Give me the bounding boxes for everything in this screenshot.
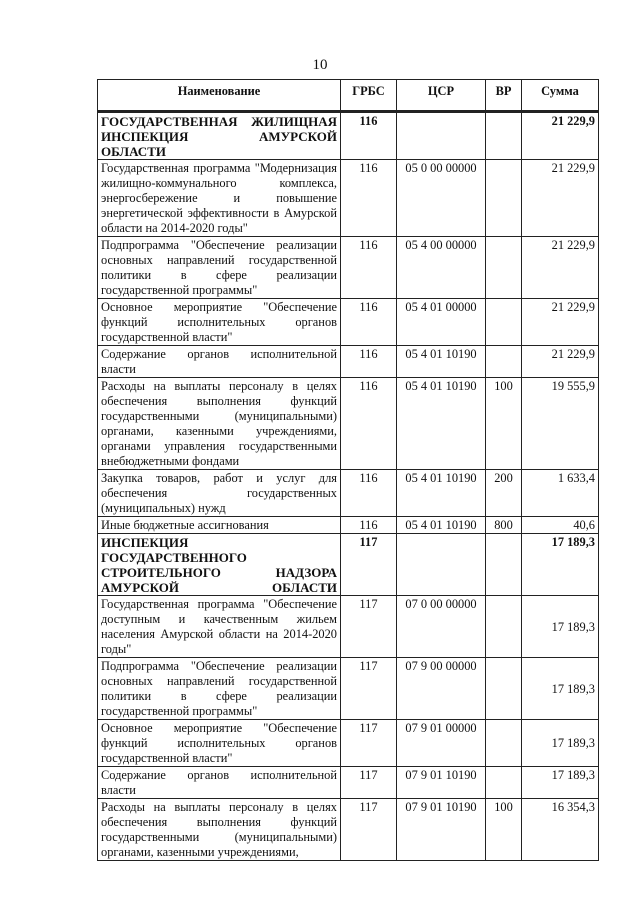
cell-csr — [397, 112, 486, 160]
cell-csr: 07 0 00 00000 — [397, 596, 486, 658]
cell-name: Подпрограмма "Обеспечение реализации основных направлений государственной политики в сфере реализации государственной программы" — [98, 237, 341, 299]
cell-name: Содержание органов исполнительной власти — [98, 346, 341, 378]
cell-vr — [486, 160, 522, 237]
cell-sum: 17 189,3 — [522, 534, 599, 596]
cell-grbs: 116 — [341, 378, 397, 470]
cell-csr: 05 4 01 10190 — [397, 346, 486, 378]
cell-vr: 800 — [486, 517, 522, 534]
cell-name: Подпрограмма "Обеспечение реализации основных направлений государственной политики в сфере реализации государственной программы" — [98, 658, 341, 720]
cell-grbs: 116 — [341, 237, 397, 299]
cell-vr — [486, 534, 522, 596]
cell-sum: 16 354,3 — [522, 799, 599, 861]
cell-csr: 07 9 00 00000 — [397, 658, 486, 720]
header-csr: ЦСР — [397, 80, 486, 112]
table-row — [98, 470, 599, 517]
cell-sum: 21 229,9 — [522, 237, 599, 299]
cell-grbs: 116 — [341, 517, 397, 534]
table-body — [98, 112, 599, 861]
cell-name: Основное мероприятие "Обеспечение функций исполнительных органов государственной власти" — [98, 720, 341, 767]
cell-grbs: 116 — [341, 346, 397, 378]
table-row — [98, 299, 599, 346]
cell-vr — [486, 112, 522, 160]
cell-name: Закупка товаров, работ и услуг для обеспечения государственных (муниципальных) нужд — [98, 470, 341, 517]
cell-name: ГОСУДАРСТВЕННАЯ ЖИЛИЩНАЯ ИНСПЕКЦИЯ АМУРСКОЙ ОБЛАСТИ — [98, 112, 341, 160]
cell-grbs: 117 — [341, 534, 397, 596]
cell-vr — [486, 658, 522, 720]
cell-name: Иные бюджетные ассигнования — [98, 517, 341, 534]
organization-row — [98, 534, 599, 596]
table-row — [98, 346, 599, 378]
cell-grbs: 116 — [341, 160, 397, 237]
cell-sum: 21 229,9 — [522, 299, 599, 346]
cell-grbs: 117 — [341, 596, 397, 658]
cell-name: Расходы на выплаты персоналу в целях обеспечения выполнения функций государственными (муниципальными) органами, казенными учреждениями, органами управления государственными внебюджетными фондами — [98, 378, 341, 470]
cell-csr: 07 9 01 10190 — [397, 767, 486, 799]
cell-name: Расходы на выплаты персоналу в целях обеспечения выполнения функций государственными (муниципальными) органами, казенными учреждениями, — [98, 799, 341, 861]
cell-csr: 07 9 01 00000 — [397, 720, 486, 767]
budget-table — [97, 79, 599, 861]
cell-name: Содержание органов исполнительной власти — [98, 767, 341, 799]
table-row — [98, 799, 599, 861]
cell-grbs: 117 — [341, 658, 397, 720]
organization-row — [98, 112, 599, 160]
cell-vr: 100 — [486, 799, 522, 861]
cell-grbs: 116 — [341, 112, 397, 160]
cell-grbs: 116 — [341, 299, 397, 346]
cell-vr: 200 — [486, 470, 522, 517]
cell-name: Основное мероприятие "Обеспечение функций исполнительных органов государственной власти" — [98, 299, 341, 346]
cell-sum: 21 229,9 — [522, 112, 599, 160]
table-header-row — [98, 80, 599, 112]
cell-vr — [486, 720, 522, 767]
header-name: Наименование — [98, 80, 341, 112]
cell-grbs: 117 — [341, 720, 397, 767]
cell-csr: 05 4 01 10190 — [397, 517, 486, 534]
page-number: 10 — [312, 57, 328, 73]
cell-sum: 1 633,4 — [522, 470, 599, 517]
cell-sum: 17 189,3 — [522, 658, 599, 720]
cell-name: Государственная программа "Обеспечение доступным и качественным жильем населения Амурской области на 2014-2020 годы" — [98, 596, 341, 658]
header-sum: Сумма — [522, 80, 599, 112]
table-row — [98, 658, 599, 720]
cell-name: ИНСПЕКЦИЯ ГОСУДАРСТВЕННОГО СТРОИТЕЛЬНОГО НАДЗОРА АМУРСКОЙ ОБЛАСТИ — [98, 534, 341, 596]
cell-vr — [486, 596, 522, 658]
cell-vr — [486, 346, 522, 378]
cell-vr — [486, 237, 522, 299]
cell-grbs: 117 — [341, 767, 397, 799]
cell-vr: 100 — [486, 378, 522, 470]
cell-sum: 19 555,9 — [522, 378, 599, 470]
cell-csr: 05 4 01 00000 — [397, 299, 486, 346]
table-row — [98, 720, 599, 767]
table-row — [98, 237, 599, 299]
cell-sum: 17 189,3 — [522, 720, 599, 767]
cell-name: Государственная программа "Модернизация жилищно-коммунального комплекса, энергосбережение и повышение энергетической эффективности в Амурской области на 2014-2020 годы" — [98, 160, 341, 237]
cell-grbs: 116 — [341, 470, 397, 517]
table-row — [98, 767, 599, 799]
cell-vr — [486, 767, 522, 799]
cell-sum: 17 189,3 — [522, 767, 599, 799]
header-vr: ВР — [486, 80, 522, 112]
cell-sum: 21 229,9 — [522, 160, 599, 237]
table-row — [98, 378, 599, 470]
cell-csr: 07 9 01 10190 — [397, 799, 486, 861]
cell-sum: 21 229,9 — [522, 346, 599, 378]
cell-csr: 05 4 01 10190 — [397, 378, 486, 470]
cell-csr: 05 0 00 00000 — [397, 160, 486, 237]
cell-csr: 05 4 00 00000 — [397, 237, 486, 299]
cell-sum: 40,6 — [522, 517, 599, 534]
header-grbs: ГРБС — [341, 80, 397, 112]
cell-csr: 05 4 01 10190 — [397, 470, 486, 517]
table-row — [98, 596, 599, 658]
cell-grbs: 117 — [341, 799, 397, 861]
cell-sum: 17 189,3 — [522, 596, 599, 658]
cell-csr — [397, 534, 486, 596]
table-row — [98, 160, 599, 237]
table-row — [98, 517, 599, 534]
cell-vr — [486, 299, 522, 346]
